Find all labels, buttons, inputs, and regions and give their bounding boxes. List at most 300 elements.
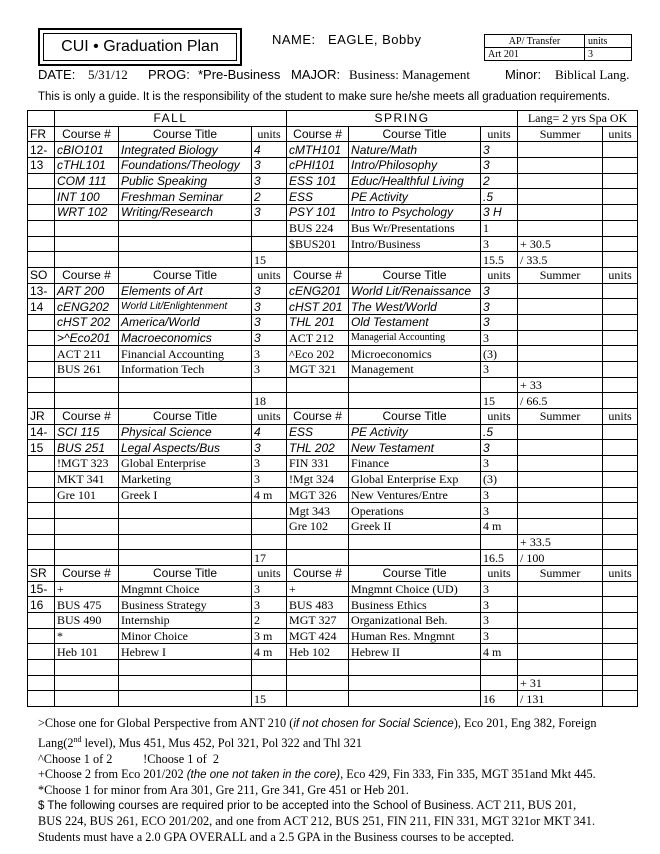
summer-course	[518, 330, 603, 346]
fall-units	[252, 220, 287, 236]
fall-units: 3	[252, 456, 287, 472]
summer-course	[518, 503, 603, 519]
spring-course: THL 201	[287, 314, 349, 330]
summer-units-header: units	[603, 565, 638, 581]
summer-units	[603, 660, 638, 676]
summer-course	[518, 299, 603, 315]
summer-header: Summer	[518, 267, 603, 283]
summer-course: / 131	[518, 691, 603, 707]
spring-units: 3	[481, 581, 518, 597]
table-row	[28, 393, 638, 409]
summer-units	[603, 613, 638, 629]
fall-title: Writing/Research	[119, 205, 252, 221]
fall-course: cENG202	[55, 299, 119, 315]
fall-course: BUS 490	[55, 613, 119, 629]
summer-units	[603, 550, 638, 566]
spring-title: PE Activity	[349, 424, 481, 440]
spring-course: BUS 483	[287, 597, 349, 613]
note-gpa: Students must have a 2.0 GPA OVERALL and a 2.5 GPA in the Business courses to be accepted.	[38, 829, 515, 844]
fall-units	[252, 236, 287, 252]
spring-course	[287, 393, 349, 409]
summer-course	[518, 346, 603, 362]
spring-units: 3	[481, 440, 518, 456]
summer-course	[518, 158, 603, 174]
fall-title: Mngmnt Choice	[119, 581, 252, 597]
table-row	[28, 205, 638, 221]
fall-units	[252, 503, 287, 519]
fall-units: 3	[252, 471, 287, 487]
summer-units	[603, 581, 638, 597]
year-span	[28, 314, 55, 330]
summer-course	[518, 644, 603, 660]
fall-title: Marketing	[119, 471, 252, 487]
summer-header: Summer	[518, 565, 603, 581]
fall-units: 3	[252, 205, 287, 221]
fall-units: 3	[252, 581, 287, 597]
table-row	[28, 142, 638, 158]
fall-title	[119, 377, 252, 393]
spring-units: 3 H	[481, 205, 518, 221]
fall-course	[55, 534, 119, 550]
fall-title: Business Strategy	[119, 597, 252, 613]
summer-course	[518, 220, 603, 236]
year-span: 12-	[28, 142, 55, 158]
spring-title: Mngmnt Choice (UD)	[349, 581, 481, 597]
summer-units	[603, 534, 638, 550]
spring-course-header: Course #	[287, 565, 349, 581]
year-span	[28, 518, 55, 534]
summer-units	[603, 471, 638, 487]
fall-title: Information Tech	[119, 362, 252, 378]
spring-header: SPRING	[287, 111, 518, 127]
fall-course: INT 100	[55, 189, 119, 205]
year-span: 15-	[28, 581, 55, 597]
summer-course	[518, 142, 603, 158]
spring-course: MGT 424	[287, 628, 349, 644]
spring-course	[287, 377, 349, 393]
fall-title: Freshman Seminar	[119, 189, 252, 205]
spring-course: THL 202	[287, 440, 349, 456]
table-row	[28, 691, 638, 707]
summer-course	[518, 440, 603, 456]
spring-units	[481, 660, 518, 676]
year-label: JR	[28, 409, 55, 425]
summer-units	[603, 314, 638, 330]
fall-course: MKT 341	[55, 471, 119, 487]
spring-title: Managerial Accounting	[349, 330, 481, 346]
spring-title: The West/World	[349, 299, 481, 315]
summer-units	[603, 456, 638, 472]
fall-units: 3	[252, 440, 287, 456]
spring-units: 3	[481, 503, 518, 519]
major-label: MAJOR:	[291, 67, 341, 82]
fall-course	[55, 377, 119, 393]
spring-units: 2	[481, 173, 518, 189]
fall-title: Greek I	[119, 487, 252, 503]
note-foreign-lang: Lang(2nd level), Mus 451, Mus 452, Pol 321, Pol 322 and Thl 321	[38, 735, 363, 751]
fall-title	[119, 675, 252, 691]
spring-title	[349, 550, 481, 566]
spring-units: .5	[481, 424, 518, 440]
spring-title: Educ/Healthful Living	[349, 173, 481, 189]
year-span	[28, 471, 55, 487]
fall-units-header: units	[252, 565, 287, 581]
table-row	[28, 440, 638, 456]
year-span	[28, 550, 55, 566]
fall-course: BUS 251	[55, 440, 119, 456]
summer-units	[603, 158, 638, 174]
fall-title	[119, 518, 252, 534]
fall-units: 3	[252, 299, 287, 315]
spring-course	[287, 550, 349, 566]
date-value: 5/31/12	[88, 67, 128, 82]
fall-title: Internship	[119, 613, 252, 629]
table-row	[28, 362, 638, 378]
summer-course	[518, 205, 603, 221]
fall-title	[119, 236, 252, 252]
table-row	[28, 377, 638, 393]
spring-course: cPHI101	[287, 158, 349, 174]
table-row	[28, 299, 638, 315]
spring-title: Global Enterprise Exp	[349, 471, 481, 487]
summer-header: Summer	[518, 409, 603, 425]
fall-course: WRT 102	[55, 205, 119, 221]
summer-course	[518, 173, 603, 189]
summer-course	[518, 424, 603, 440]
summer-units	[603, 644, 638, 660]
fall-course: !MGT 323	[55, 456, 119, 472]
year-span: 16	[28, 597, 55, 613]
footnotes	[38, 716, 648, 845]
summer-course	[518, 314, 603, 330]
fall-course: cTHL101	[55, 158, 119, 174]
fall-units: 4 m	[252, 644, 287, 660]
spring-units: 3	[481, 362, 518, 378]
spring-course: FIN 331	[287, 456, 349, 472]
spring-units: 3	[481, 142, 518, 158]
summer-units	[603, 220, 638, 236]
table-row	[28, 675, 638, 691]
spring-title: Business Ethics	[349, 597, 481, 613]
spring-units: 16	[481, 691, 518, 707]
fall-course	[55, 518, 119, 534]
fall-course: Gre 101	[55, 487, 119, 503]
student-name	[272, 32, 421, 47]
spring-course: ESS 101	[287, 173, 349, 189]
minor-value: Biblical Lang.	[555, 67, 630, 82]
name-label: NAME:	[272, 32, 316, 47]
spring-units-header: units	[481, 409, 518, 425]
spring-units: 4 m	[481, 644, 518, 660]
year-span	[28, 205, 55, 221]
fall-course: cBIO101	[55, 142, 119, 158]
fall-units-header: units	[252, 126, 287, 142]
summer-course	[518, 581, 603, 597]
fall-course-header: Course #	[55, 267, 119, 283]
spring-units	[481, 675, 518, 691]
summer-course: + 31	[518, 675, 603, 691]
fall-course: +	[55, 581, 119, 597]
fall-units: 3	[252, 314, 287, 330]
fall-title: Financial Accounting	[119, 346, 252, 362]
year-span	[28, 236, 55, 252]
column-header-row	[28, 409, 638, 425]
summer-course	[518, 628, 603, 644]
spring-course	[287, 534, 349, 550]
spring-units: (3)	[481, 346, 518, 362]
spring-course-header: Course #	[287, 409, 349, 425]
year-span	[28, 487, 55, 503]
spring-course: PSY 101	[287, 205, 349, 221]
table-row	[28, 456, 638, 472]
spring-units: .5	[481, 189, 518, 205]
lang-note: Lang= 2 yrs Spa OK	[518, 111, 638, 127]
fall-units	[252, 377, 287, 393]
note-global-perspective: >Chose one for Global Perspective from ANT 210 (if not chosen for Social Science), Eco 201, Eng 382, Foreign	[38, 716, 597, 730]
spring-title	[349, 377, 481, 393]
table-row	[28, 424, 638, 440]
spring-units: 3	[481, 236, 518, 252]
year-label: SO	[28, 267, 55, 283]
summer-units-header: units	[603, 267, 638, 283]
fall-units: 4	[252, 142, 287, 158]
summer-units	[603, 377, 638, 393]
summer-units	[603, 503, 638, 519]
summer-units	[603, 518, 638, 534]
spring-title: Operations	[349, 503, 481, 519]
year-span	[28, 456, 55, 472]
minor-label: Minor:	[505, 67, 542, 82]
ap-units-label: units	[585, 35, 632, 48]
fall-title: Hebrew I	[119, 644, 252, 660]
fall-units	[252, 534, 287, 550]
spring-course: cENG201	[287, 283, 349, 299]
spring-title: Management	[349, 362, 481, 378]
fall-title: America/World	[119, 314, 252, 330]
fall-units: 18	[252, 393, 287, 409]
fall-units-header: units	[252, 267, 287, 283]
table-row	[28, 173, 638, 189]
fall-title: Global Enterprise	[119, 456, 252, 472]
spring-units: 3	[481, 597, 518, 613]
column-header-row	[28, 565, 638, 581]
fall-course	[55, 691, 119, 707]
fall-title	[119, 252, 252, 268]
table-row	[28, 314, 638, 330]
spring-units	[481, 377, 518, 393]
fall-units: 4 m	[252, 487, 287, 503]
spring-title: Organizational Beh.	[349, 613, 481, 629]
summer-course	[518, 597, 603, 613]
summer-units	[603, 346, 638, 362]
fall-course	[55, 503, 119, 519]
fall-title	[119, 550, 252, 566]
fall-units: 2	[252, 189, 287, 205]
fall-title: Public Speaking	[119, 173, 252, 189]
fall-units	[252, 675, 287, 691]
fall-units	[252, 660, 287, 676]
summer-course	[518, 518, 603, 534]
spring-title	[349, 534, 481, 550]
fall-course: ART 200	[55, 283, 119, 299]
year-span	[28, 362, 55, 378]
spring-units	[481, 534, 518, 550]
fall-units: 3 m	[252, 628, 287, 644]
summer-course	[518, 456, 603, 472]
spring-units: 15	[481, 393, 518, 409]
summer-units	[603, 252, 638, 268]
summer-units	[603, 393, 638, 409]
summer-units	[603, 691, 638, 707]
spring-course-header: Course #	[287, 126, 349, 142]
fall-units: 3	[252, 283, 287, 299]
fall-units: 3	[252, 362, 287, 378]
summer-units	[603, 362, 638, 378]
table-row	[28, 581, 638, 597]
note-minor: *Choose 1 for minor from Ara 301, Gre 211, Gre 341, Gre 451 or Heb 201.	[38, 782, 409, 797]
fall-title	[119, 660, 252, 676]
fall-units: 15	[252, 691, 287, 707]
major-value: Business: Management	[349, 67, 470, 82]
spring-units: 3	[481, 158, 518, 174]
fall-course: *	[55, 628, 119, 644]
spring-units: 3	[481, 628, 518, 644]
summer-course	[518, 613, 603, 629]
spring-units: 15.5	[481, 252, 518, 268]
fall-title-header: Course Title	[119, 565, 252, 581]
spring-title: Intro/Philosophy	[349, 158, 481, 174]
fall-course	[55, 660, 119, 676]
spring-title: Intro to Psychology	[349, 205, 481, 221]
summer-course: + 33.5	[518, 534, 603, 550]
table-row	[28, 534, 638, 550]
year-span	[28, 660, 55, 676]
year-span	[28, 346, 55, 362]
fall-title: Minor Choice	[119, 628, 252, 644]
spring-course	[287, 252, 349, 268]
spring-title: World Lit/Renaissance	[349, 283, 481, 299]
summer-units	[603, 330, 638, 346]
fall-course	[55, 393, 119, 409]
spring-title: New Ventures/Entre	[349, 487, 481, 503]
summer-course: / 100	[518, 550, 603, 566]
year-span	[28, 252, 55, 268]
fall-course: SCI 115	[55, 424, 119, 440]
fall-header: FALL	[55, 111, 287, 127]
year-label: FR	[28, 126, 55, 142]
summer-units	[603, 487, 638, 503]
fall-course: Heb 101	[55, 644, 119, 660]
spring-units: 3	[481, 299, 518, 315]
date-label: DATE:	[38, 67, 76, 82]
fall-title: Integrated Biology	[119, 142, 252, 158]
spring-units: 16.5	[481, 550, 518, 566]
fall-title	[119, 393, 252, 409]
spring-course-header: Course #	[287, 267, 349, 283]
spring-course: ESS	[287, 189, 349, 205]
spring-title: Microeconomics	[349, 346, 481, 362]
table-row	[28, 236, 638, 252]
spring-units: 3	[481, 613, 518, 629]
summer-course	[518, 362, 603, 378]
ap-course: Art 201	[485, 48, 585, 61]
column-header-row	[28, 267, 638, 283]
spring-title: New Testament	[349, 440, 481, 456]
table-row	[28, 518, 638, 534]
name-value: EAGLE, Bobby	[328, 32, 422, 47]
year-span	[28, 613, 55, 629]
fall-units: 3	[252, 173, 287, 189]
year-span	[28, 691, 55, 707]
table-row	[28, 487, 638, 503]
fall-units: 4	[252, 424, 287, 440]
spring-units-header: units	[481, 565, 518, 581]
spring-title: Finance	[349, 456, 481, 472]
spring-course: ^Eco 202	[287, 346, 349, 362]
spring-title: Old Testament	[349, 314, 481, 330]
spring-course: ESS	[287, 424, 349, 440]
fall-title: Foundations/Theology	[119, 158, 252, 174]
summer-units	[603, 628, 638, 644]
summer-course: + 33	[518, 377, 603, 393]
fall-units: 2	[252, 613, 287, 629]
summer-course: / 66.5	[518, 393, 603, 409]
spring-title: Greek II	[349, 518, 481, 534]
fall-course: COM 111	[55, 173, 119, 189]
table-row	[28, 628, 638, 644]
fall-units	[252, 518, 287, 534]
spring-title-header: Course Title	[349, 126, 481, 142]
spring-title-header: Course Title	[349, 409, 481, 425]
year-span	[28, 220, 55, 236]
fall-course: >^Eco201	[55, 330, 119, 346]
note-business-prereq: $ The following courses are required prior to be accepted into the School of Business. ACT 211, BUS 201,	[38, 798, 577, 813]
year-span: 13-	[28, 283, 55, 299]
table-row	[28, 330, 638, 346]
term-header-row	[28, 111, 638, 127]
spring-title	[349, 660, 481, 676]
table-row	[28, 597, 638, 613]
spring-course	[287, 691, 349, 707]
summer-units	[603, 142, 638, 158]
table-row	[28, 644, 638, 660]
ap-transfer-table	[484, 34, 632, 61]
summer-units	[603, 283, 638, 299]
spring-course: MGT 326	[287, 487, 349, 503]
fall-course	[55, 675, 119, 691]
fall-units: 15	[252, 252, 287, 268]
fall-title-header: Course Title	[119, 409, 252, 425]
spring-title: Human Res. Mngmnt	[349, 628, 481, 644]
ap-transfer-label: AP/ Transfer	[485, 35, 585, 48]
spring-course	[287, 675, 349, 691]
spring-course: MGT 321	[287, 362, 349, 378]
spring-course: Mgt 343	[287, 503, 349, 519]
year-span	[28, 644, 55, 660]
spring-course	[287, 660, 349, 676]
fall-course-header: Course #	[55, 126, 119, 142]
spring-units: 3	[481, 330, 518, 346]
summer-units	[603, 675, 638, 691]
graduation-plan-table	[27, 110, 638, 707]
year-span	[28, 503, 55, 519]
year-label: SR	[28, 565, 55, 581]
summer-course	[518, 487, 603, 503]
table-row	[28, 503, 638, 519]
table-row	[28, 471, 638, 487]
spring-title-header: Course Title	[349, 267, 481, 283]
note-eco: +Choose 2 from Eco 201/202 (the one not taken in the core), Eco 429, Fin 333, Fin 335, MGT 351and Mkt 445.	[38, 766, 596, 781]
